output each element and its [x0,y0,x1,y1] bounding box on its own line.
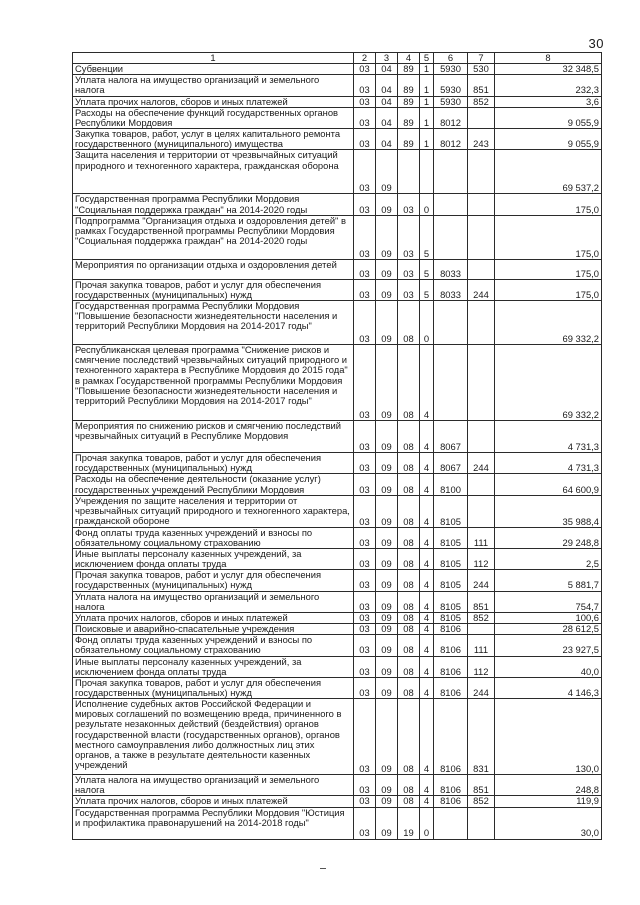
program-code-cell: 08 [398,453,420,474]
table-row [73,259,602,279]
row-name-cell: Поисковые и аварийно-спасательные учреждения [73,624,354,635]
amount-cell: 3,6 [495,96,602,107]
amount-cell: 9 055,9 [495,129,602,150]
subprogram-code-cell: 4 [420,796,434,807]
subsection-code-cell: 09 [376,527,398,548]
subprogram-code-cell: 0 [420,301,434,345]
table-row [73,453,602,474]
row-name-cell: Государственная программа Республики Мордовия "Социальная поддержка граждан" на 2014-2020 годы [73,194,354,215]
subsection-code-cell: 09 [376,345,398,421]
section-code-cell: 03 [354,75,376,96]
program-code-cell: 08 [398,775,420,796]
amount-cell: 232,3 [495,75,602,96]
row-name-cell: Субвенции [73,64,354,75]
column-header: 7 [468,53,495,64]
amount-cell: 175,0 [495,215,602,259]
expense-type-cell [468,807,495,839]
amount-cell: 23 927,5 [495,635,602,656]
row-name-cell: Уплата прочих налогов, сборов и иных платежей [73,796,354,807]
table-row [73,677,602,698]
section-code-cell: 03 [354,656,376,677]
target-code-cell [434,150,468,194]
row-name-cell: Прочая закупка товаров, работ и услуг для обеспечения государственных (муниципальных) нужд [73,453,354,474]
target-code-cell: 8105 [434,495,468,527]
section-code-cell: 03 [354,215,376,259]
subprogram-code-cell: 1 [420,64,434,75]
section-code-cell: 03 [354,591,376,612]
section-code-cell: 03 [354,259,376,279]
target-code-cell [434,215,468,259]
amount-cell: 29 248,8 [495,527,602,548]
table-row [73,75,602,96]
section-code-cell: 03 [354,796,376,807]
row-name-cell: Государственная программа Республики Мордовия "Юстиция и профилактика правонарушений на 2014-2018 годы" [73,807,354,839]
amount-cell: 69 537,2 [495,150,602,194]
subsection-code-cell: 09 [376,591,398,612]
section-code-cell: 03 [354,699,376,775]
expense-type-cell [468,301,495,345]
amount-cell: 175,0 [495,279,602,300]
page-footer-mark [320,868,326,869]
program-code-cell: 03 [398,215,420,259]
amount-cell: 4 731,3 [495,421,602,453]
program-code-cell: 08 [398,612,420,623]
amount-cell: 100,6 [495,612,602,623]
program-code-cell: 08 [398,301,420,345]
target-code-cell: 8067 [434,421,468,453]
amount-cell: 69 332,2 [495,345,602,421]
subprogram-code-cell: 5 [420,279,434,300]
target-code-cell: 5930 [434,75,468,96]
row-name-cell: Уплата налога на имущество организаций и земельного налога [73,591,354,612]
subprogram-code-cell: 4 [420,677,434,698]
target-code-cell: 8105 [434,591,468,612]
row-name-cell: Расходы на обеспечение деятельности (оказание услуг) государственных учреждений Республики Мордовия [73,474,354,495]
subsection-code-cell: 09 [376,215,398,259]
program-code-cell: 03 [398,279,420,300]
subprogram-code-cell: 4 [420,624,434,635]
subprogram-code-cell: 4 [420,421,434,453]
subsection-code-cell: 09 [376,635,398,656]
program-code-cell: 89 [398,107,420,128]
target-code-cell: 5930 [434,64,468,75]
table-row [73,495,602,527]
section-code-cell: 03 [354,345,376,421]
column-header: 6 [434,53,468,64]
subsection-code-cell: 09 [376,612,398,623]
program-code-cell: 03 [398,259,420,279]
expense-type-cell: 530 [468,64,495,75]
expense-type-cell: 244 [468,677,495,698]
table-row [73,612,602,623]
amount-cell: 69 332,2 [495,301,602,345]
row-name-cell: Иные выплаты персоналу казенных учреждений, за исключением фонда оплаты труда [73,548,354,569]
target-code-cell: 8067 [434,453,468,474]
column-header: 1 [73,53,354,64]
table-row [73,345,602,421]
target-code-cell: 8105 [434,612,468,623]
section-code-cell: 03 [354,64,376,75]
row-name-cell: Подпрограмма "Организация отдыха и оздоровления детей" в рамках Государственной программы Республики Мордовия "Социальная поддержка граждан" на 2014-2020 годы [73,215,354,259]
table-row [73,215,602,259]
expense-type-cell: 244 [468,279,495,300]
subprogram-code-cell: 1 [420,129,434,150]
amount-cell: 119,9 [495,796,602,807]
expense-type-cell [468,194,495,215]
table-row [73,775,602,796]
table-row [73,301,602,345]
row-name-cell: Прочая закупка товаров, работ и услуг для обеспечения государственных (муниципальных) нужд [73,570,354,591]
expense-type-cell [468,474,495,495]
expense-type-cell: 112 [468,548,495,569]
program-code-cell: 08 [398,527,420,548]
subsection-code-cell: 09 [376,259,398,279]
row-name-cell: Мероприятия по снижению рисков и смягчению последствий чрезвычайных ситуаций в Республике Мордовия [73,421,354,453]
program-code-cell: 89 [398,75,420,96]
target-code-cell: 8106 [434,699,468,775]
section-code-cell: 03 [354,624,376,635]
row-name-cell: Мероприятия по организации отдыха и оздоровления детей [73,259,354,279]
row-name-cell: Государственная программа Республики Мордовия "Повышение безопасности жизнедеятельности населения и территорий Республики Мордовия на 2014-2017 годы" [73,301,354,345]
target-code-cell: 8106 [434,624,468,635]
expense-type-cell: 112 [468,656,495,677]
expense-type-cell: 111 [468,527,495,548]
expense-type-cell [468,150,495,194]
subsection-code-cell: 09 [376,656,398,677]
amount-cell: 175,0 [495,194,602,215]
table-row [73,107,602,128]
program-code-cell: 89 [398,96,420,107]
table-row [73,474,602,495]
expense-type-cell: 851 [468,591,495,612]
section-code-cell: 03 [354,677,376,698]
program-code-cell: 19 [398,807,420,839]
subprogram-code-cell: 4 [420,591,434,612]
amount-cell: 4 731,3 [495,453,602,474]
subprogram-code-cell: 4 [420,495,434,527]
expense-type-cell: 243 [468,129,495,150]
section-code-cell: 03 [354,421,376,453]
target-code-cell: 8033 [434,279,468,300]
subprogram-code-cell: 4 [420,527,434,548]
amount-cell: 130,0 [495,699,602,775]
table-row [73,527,602,548]
table-row [73,699,602,775]
target-code-cell [434,345,468,421]
target-code-cell: 8100 [434,474,468,495]
amount-cell: 175,0 [495,259,602,279]
expense-type-cell [468,215,495,259]
amount-cell: 5 881,7 [495,570,602,591]
amount-cell: 248,8 [495,775,602,796]
expense-type-cell: 852 [468,796,495,807]
section-code-cell: 03 [354,775,376,796]
section-code-cell: 03 [354,107,376,128]
target-code-cell: 8106 [434,656,468,677]
section-code-cell: 03 [354,96,376,107]
subprogram-code-cell: 4 [420,474,434,495]
target-code-cell: 8012 [434,107,468,128]
column-header: 8 [495,53,602,64]
column-header: 3 [376,53,398,64]
amount-cell: 40,0 [495,656,602,677]
expense-type-cell [468,421,495,453]
row-name-cell: Фонд оплаты труда казенных учреждений и взносы по обязательному социальному страхованию [73,527,354,548]
expense-type-cell: 244 [468,570,495,591]
row-name-cell: Учреждения по защите населения и территории от чрезвычайных ситуаций природного и техногенного характера, гражданской обороне [73,495,354,527]
expense-type-cell [468,107,495,128]
subsection-code-cell: 09 [376,474,398,495]
expense-type-cell: 831 [468,699,495,775]
subprogram-code-cell: 4 [420,635,434,656]
section-code-cell: 03 [354,194,376,215]
subsection-code-cell: 09 [376,301,398,345]
row-name-cell: Иные выплаты персоналу казенных учреждений, за исключением фонда оплаты труда [73,656,354,677]
program-code-cell: 08 [398,570,420,591]
subsection-code-cell: 04 [376,96,398,107]
target-code-cell: 8033 [434,259,468,279]
section-code-cell: 03 [354,129,376,150]
table-row [73,624,602,635]
section-code-cell: 03 [354,635,376,656]
section-code-cell: 03 [354,453,376,474]
program-code-cell: 03 [398,194,420,215]
target-code-cell: 8106 [434,635,468,656]
target-code-cell: 8105 [434,527,468,548]
target-code-cell [434,807,468,839]
target-code-cell [434,194,468,215]
row-name-cell: Уплата налога на имущество организаций и земельного налога [73,775,354,796]
row-name-cell: Прочая закупка товаров, работ и услуг для обеспечения государственных (муниципальных) нужд [73,677,354,698]
program-code-cell: 08 [398,495,420,527]
table-row [73,591,602,612]
subprogram-code-cell: 5 [420,259,434,279]
table-row [73,807,602,839]
program-code-cell: 08 [398,635,420,656]
expense-type-cell [468,624,495,635]
subsection-code-cell: 09 [376,796,398,807]
amount-cell: 9 055,9 [495,107,602,128]
subsection-code-cell: 04 [376,107,398,128]
section-code-cell: 03 [354,279,376,300]
subprogram-code-cell: 4 [420,656,434,677]
table-row [73,194,602,215]
row-name-cell: Защита населения и территории от чрезвычайных ситуаций природного и техногенного характера, гражданская оборона [73,150,354,194]
table-body [73,64,602,839]
section-code-cell: 03 [354,807,376,839]
row-name-cell: Исполнение судебных актов Российской Федерации и мировых соглашений по возмещению вреда, причиненного в результате незаконных действий (бездействия) органов государственной власти (государственных органов), органов местного самоуправления либо должностных лиц этих органов, а также в результате деятельности казенных учреждений [73,699,354,775]
program-code-cell: 08 [398,548,420,569]
row-name-cell: Уплата налога на имущество организаций и земельного налога [73,75,354,96]
amount-cell: 64 600,9 [495,474,602,495]
expense-type-cell: 852 [468,612,495,623]
target-code-cell [434,301,468,345]
subprogram-code-cell: 4 [420,345,434,421]
program-code-cell [398,150,420,194]
row-name-cell: Республиканская целевая программа "Снижение рисков и смягчение последствий чрезвычайных ситуаций природного и техногенного характера в Республике Мордовия до 2015 года" в рамках Государственной программы Республики Мордовия "Повышение безопасности жизнедеятельности населения и территорий Республики Мордовия на 2014-2017 годы" [73,345,354,421]
subprogram-code-cell: 0 [420,807,434,839]
table-row [73,279,602,300]
subsection-code-cell: 04 [376,129,398,150]
subsection-code-cell: 09 [376,453,398,474]
subsection-code-cell: 09 [376,421,398,453]
subprogram-code-cell: 5 [420,215,434,259]
column-header: 2 [354,53,376,64]
subsection-code-cell: 09 [376,495,398,527]
subsection-code-cell: 09 [376,677,398,698]
subsection-code-cell: 09 [376,548,398,569]
expense-type-cell [468,259,495,279]
expense-type-cell: 851 [468,775,495,796]
subprogram-code-cell [420,150,434,194]
amount-cell: 30,0 [495,807,602,839]
program-code-cell: 08 [398,474,420,495]
program-code-cell: 08 [398,677,420,698]
row-name-cell: Фонд оплаты труда казенных учреждений и взносы по обязательному социальному страхованию [73,635,354,656]
expense-type-cell: 852 [468,96,495,107]
column-header: 5 [420,53,434,64]
subprogram-code-cell: 1 [420,96,434,107]
amount-cell: 28 612,5 [495,624,602,635]
program-code-cell: 89 [398,129,420,150]
section-code-cell: 03 [354,150,376,194]
program-code-cell: 08 [398,656,420,677]
subprogram-code-cell: 0 [420,194,434,215]
table-row [73,635,602,656]
section-code-cell: 03 [354,548,376,569]
expense-type-cell: 111 [468,635,495,656]
subsection-code-cell: 04 [376,64,398,75]
table-row [73,150,602,194]
subprogram-code-cell: 4 [420,548,434,569]
program-code-cell: 08 [398,624,420,635]
expense-type-cell [468,495,495,527]
table-header [73,53,602,64]
row-name-cell: Уплата прочих налогов, сборов и иных платежей [73,96,354,107]
amount-cell: 4 146,3 [495,677,602,698]
program-code-cell: 08 [398,421,420,453]
row-name-cell: Закупка товаров, работ, услуг в целях капитального ремонта государственного (муниципального) имущества [73,129,354,150]
subsection-code-cell: 09 [376,699,398,775]
subsection-code-cell: 09 [376,570,398,591]
subsection-code-cell: 04 [376,75,398,96]
table-row [73,656,602,677]
subsection-code-cell: 09 [376,150,398,194]
subsection-code-cell: 09 [376,194,398,215]
expense-type-cell [468,345,495,421]
section-code-cell: 03 [354,495,376,527]
amount-cell: 32 348,5 [495,64,602,75]
row-name-cell: Уплата прочих налогов, сборов и иных платежей [73,612,354,623]
target-code-cell: 8105 [434,570,468,591]
subsection-code-cell: 09 [376,624,398,635]
subprogram-code-cell: 4 [420,453,434,474]
subprogram-code-cell: 4 [420,612,434,623]
table-row [73,129,602,150]
amount-cell: 35 988,4 [495,495,602,527]
subsection-code-cell: 09 [376,807,398,839]
section-code-cell: 03 [354,612,376,623]
section-code-cell: 03 [354,527,376,548]
section-code-cell: 03 [354,301,376,345]
table-row [73,796,602,807]
table-row [73,421,602,453]
program-code-cell: 08 [398,591,420,612]
subprogram-code-cell: 4 [420,699,434,775]
expense-type-cell: 244 [468,453,495,474]
target-code-cell: 8106 [434,775,468,796]
expense-type-cell: 851 [468,75,495,96]
amount-cell: 754,7 [495,591,602,612]
target-code-cell: 8106 [434,796,468,807]
target-code-cell: 5930 [434,96,468,107]
subprogram-code-cell: 1 [420,107,434,128]
target-code-cell: 8106 [434,677,468,698]
budget-table [72,52,602,840]
section-code-cell: 03 [354,474,376,495]
table-row [73,570,602,591]
column-number-row [73,53,602,64]
program-code-cell: 08 [398,796,420,807]
subprogram-code-cell: 1 [420,75,434,96]
program-code-cell: 08 [398,699,420,775]
column-header: 4 [398,53,420,64]
program-code-cell: 89 [398,64,420,75]
program-code-cell: 08 [398,345,420,421]
subsection-code-cell: 09 [376,279,398,300]
subprogram-code-cell: 4 [420,570,434,591]
table-row [73,548,602,569]
row-name-cell: Прочая закупка товаров, работ и услуг для обеспечения государственных (муниципальных) нужд [73,279,354,300]
amount-cell: 2,5 [495,548,602,569]
section-code-cell: 03 [354,570,376,591]
page-number: 30 [588,36,604,51]
target-code-cell: 8105 [434,548,468,569]
table-row [73,64,602,75]
row-name-cell: Расходы на обеспечение функций государственных органов Республики Мордовия [73,107,354,128]
target-code-cell: 8012 [434,129,468,150]
table-row [73,96,602,107]
subsection-code-cell: 09 [376,775,398,796]
subprogram-code-cell: 4 [420,775,434,796]
